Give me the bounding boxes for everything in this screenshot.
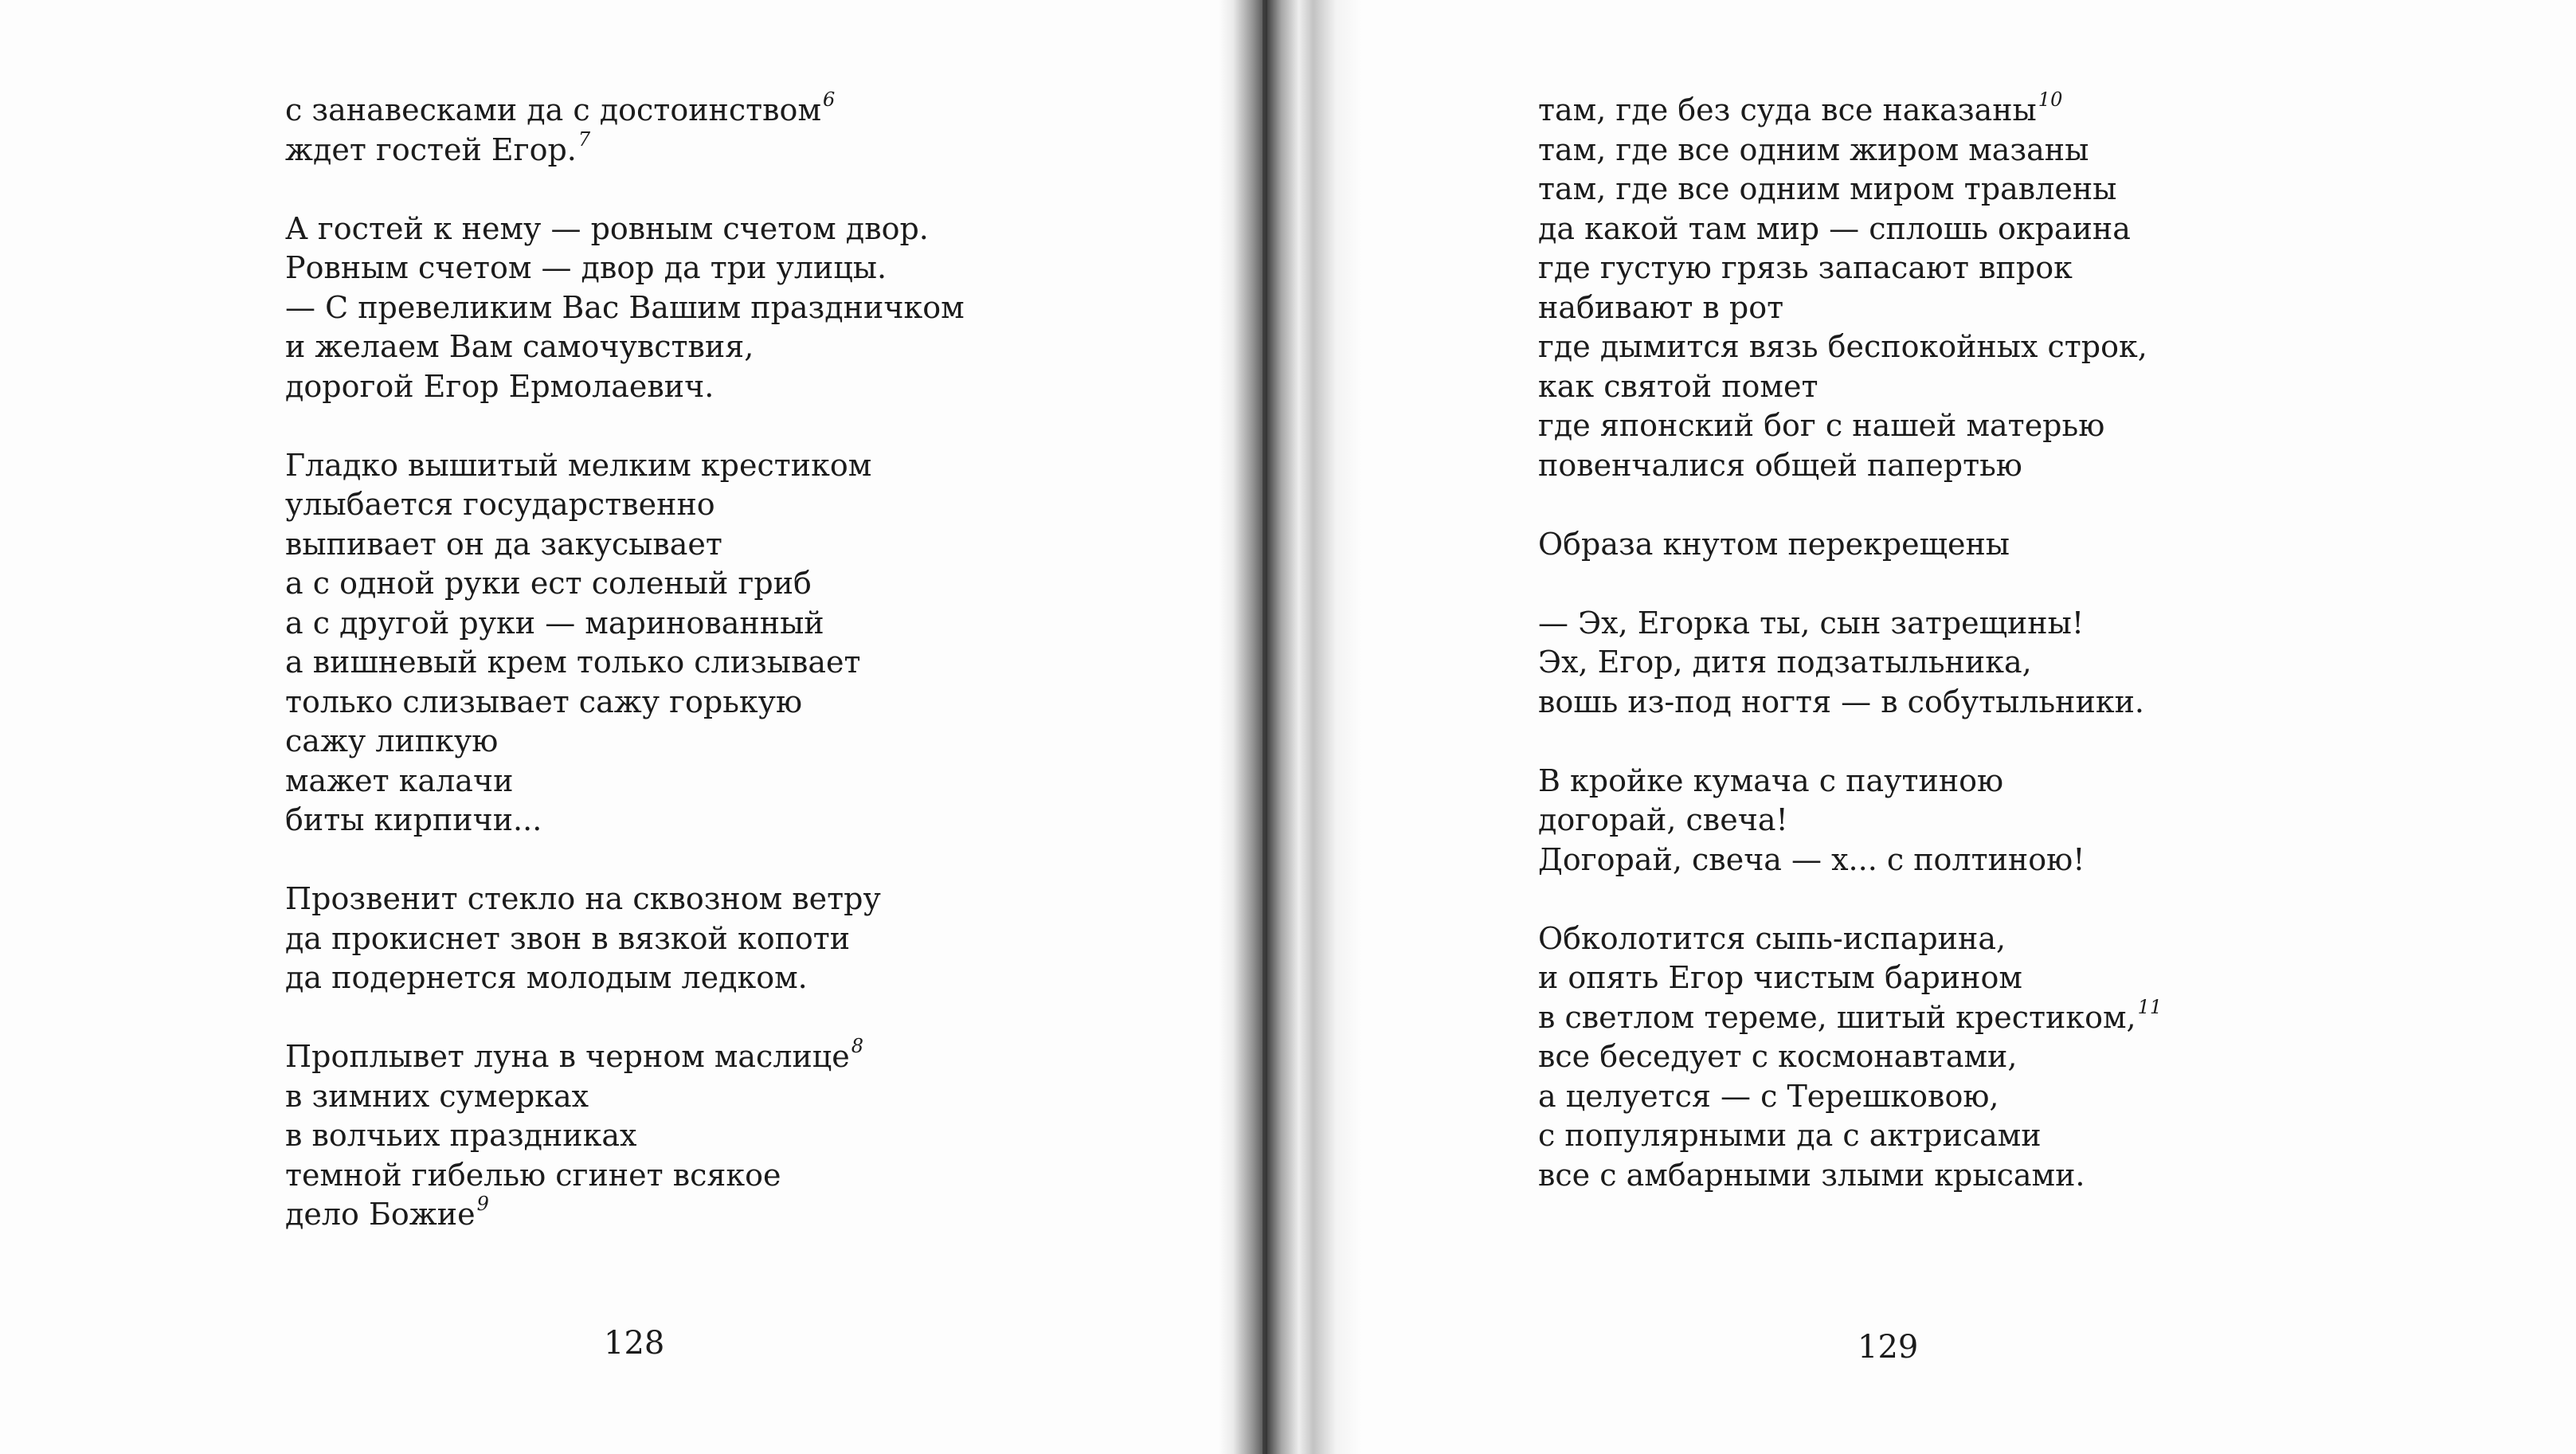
poem-line [1538,131,2162,170]
poem-line-text: Образа кнутом перекрещены [1538,526,2010,562]
poem-line-text: Проплывет луна в черном маслице [285,1039,850,1074]
poem-line-text: да какой там мир — сплошь окраина [1538,210,2131,246]
poem-line [1538,683,2162,723]
poem-line-text: дорогой Егор Ермолаевич. [285,368,714,404]
poem-line [285,525,965,565]
poem-line [1538,958,2162,998]
poem-line-text: — С превеликим Вас Вашим праздничком [285,289,965,325]
poem-line [285,919,965,959]
poem-line [1538,643,2162,683]
poem-line [1538,1116,2162,1156]
footnote-marker[interactable]: 11 [2137,995,2163,1018]
poem-line [1538,249,2162,288]
poem-line-text: Эх, Егор, дитя подзатыльника, [1538,645,2032,680]
poem-line [285,88,965,131]
poem-line [285,958,965,998]
poem-line [285,1195,965,1235]
poem-line-text: улыбается государственно [285,487,715,522]
poem-line [285,564,965,604]
poem-line [1538,525,2162,565]
poem-line-text: Обколотится сыпь-испарина, [1538,920,2006,956]
poem-line [1538,919,2162,959]
poem-line [1538,604,2162,644]
poem-line-text: с занавесками да с достоинством [285,92,821,127]
footnote-marker[interactable]: 8 [851,1035,864,1057]
poem-line [285,367,965,407]
poem-line [1538,406,2162,446]
poem-line [1538,995,2163,1038]
poem-line [285,1077,965,1117]
poem-line-text: а целуется — с Терешковою, [1538,1078,1999,1114]
poem-line-text: там, где все одним жиром мазаны [1538,131,2089,167]
stanza-break [285,841,965,880]
poem-line-text: набивают в рот [1538,289,1784,325]
poem-line [1538,446,2162,486]
poem-line [285,880,965,919]
poem-line-text: сажу липкую [285,723,499,758]
poem-line [1538,367,2162,407]
poem-line-text: Гладко вышитый мелким крестиком [285,447,872,483]
stanza-break [285,998,965,1038]
poem-line [285,1116,965,1156]
poem-line [1538,1156,2162,1196]
stanza-break [1538,722,2162,762]
left-page-number: 128 [604,1325,665,1362]
stanza-break [1538,485,2162,525]
poem-line [285,446,965,486]
poem-line [285,762,965,801]
poem-line [1538,1077,2162,1117]
poem-line-text: догорай, свеча! [1538,802,1788,837]
poem-line-text: в зимних сумерках [285,1078,589,1114]
poem-line-text: там, где без суда все наказаны [1538,92,2037,127]
poem-line [285,722,965,762]
poem-line-text: Ровным счетом — двор да три улицы. [285,250,887,285]
stanza-break [285,170,965,210]
poem-line-text: там, где все одним миром травлены [1538,171,2117,206]
poem-line [1538,170,2162,210]
poem-line-text: — Эх, Егорка ты, сын затрещины! [1538,605,2085,641]
poem-line-text: темной гибелью сгинет всякое [285,1157,781,1193]
poem-line [1538,1037,2162,1077]
poem-line [285,643,965,683]
poem-line-text: мажет калачи [285,762,514,798]
poem-line [285,327,965,367]
poem-line-text: да подернется молодым ледком. [285,960,808,995]
poem-line-text: а с другой руки — маринованный [285,605,824,641]
poem-line [1538,88,2162,131]
poem-line [285,210,965,249]
footnote-marker[interactable]: 10 [2038,88,2063,111]
poem-line-text: биты кирпичи... [285,802,542,837]
poem-line [285,485,965,525]
poem-line-text: а с одной руки ест соленый гриб [285,566,812,601]
poem-line [1538,288,2162,328]
stanza-break [1538,564,2162,604]
book-spine-fold [1263,0,1267,1454]
poem-line-text: только слизывает сажу горькую [285,684,803,719]
poem-line [1538,762,2162,801]
poem-line-text: вошь из-под ногтя — в собутыльники. [1538,684,2144,719]
poem-line [1538,841,2162,880]
poem-line-text: повенчалися общей папертью [1538,447,2022,483]
right-page-poem [1538,88,2163,1195]
poem-line-text: Догорай, свеча — х... с полтиною! [1538,841,2085,877]
footnote-marker[interactable]: 6 [823,88,836,111]
right-page-number: 129 [1858,1329,1919,1366]
poem-line-text: с популярными да с актрисами [1538,1118,2042,1153]
poem-line-text: В кройке кумача с паутиною [1538,762,2004,798]
poem-line-text: а вишневый крем только слизывает [285,645,861,680]
footnote-marker[interactable]: 7 [577,127,591,151]
poem-line-text: в волчьих праздниках [285,1118,637,1153]
poem-line-text: Прозвенит стекло на сквозном ветру [285,881,881,916]
poem-line-text: в светлом тереме, шитый крестиком, [1538,999,2136,1035]
poem-line [285,801,965,841]
poem-line [285,127,965,170]
poem-line-text: где густую грязь запасают впрок [1538,250,2073,285]
poem-line [285,1037,965,1077]
footnote-marker[interactable]: 9 [476,1193,489,1215]
poem-line-text: где дымится вязь беспокойных строк, [1538,329,2147,364]
poem-line [285,683,965,723]
poem-line-text: А гостей к нему — ровным счетом двор. [285,210,929,246]
poem-line-text: дело Божие [285,1197,476,1232]
poem-line-text: и желаем Вам самочувствия, [285,329,754,364]
poem-line-text: все с амбарными злыми крысами. [1538,1157,2085,1193]
poem-line [1538,327,2162,367]
poem-line [285,249,965,288]
stanza-break [285,406,965,446]
poem-line [285,604,965,644]
poem-line-text: да прокиснет звон в вязкой копоти [285,920,851,956]
poem-line [285,1156,965,1196]
poem-line-text: и опять Егор чистым барином [1538,960,2022,995]
poem-line-text: все беседует с космонавтами, [1538,1039,2018,1074]
book-gutter-shadow [1219,0,1362,1454]
poem-line-text: как святой помет [1538,368,1818,404]
poem-line [1538,210,2162,249]
poem-line-text: ждет гостей Егор. [285,131,577,167]
stanza-break [1538,880,2162,919]
poem-line-text: выпивает он да закусывает [285,526,722,562]
poem-line-text: где японский бог с нашей матерью [1538,408,2105,443]
poem-line [1538,801,2162,841]
left-page-poem [285,88,965,1235]
poem-line [285,288,965,328]
